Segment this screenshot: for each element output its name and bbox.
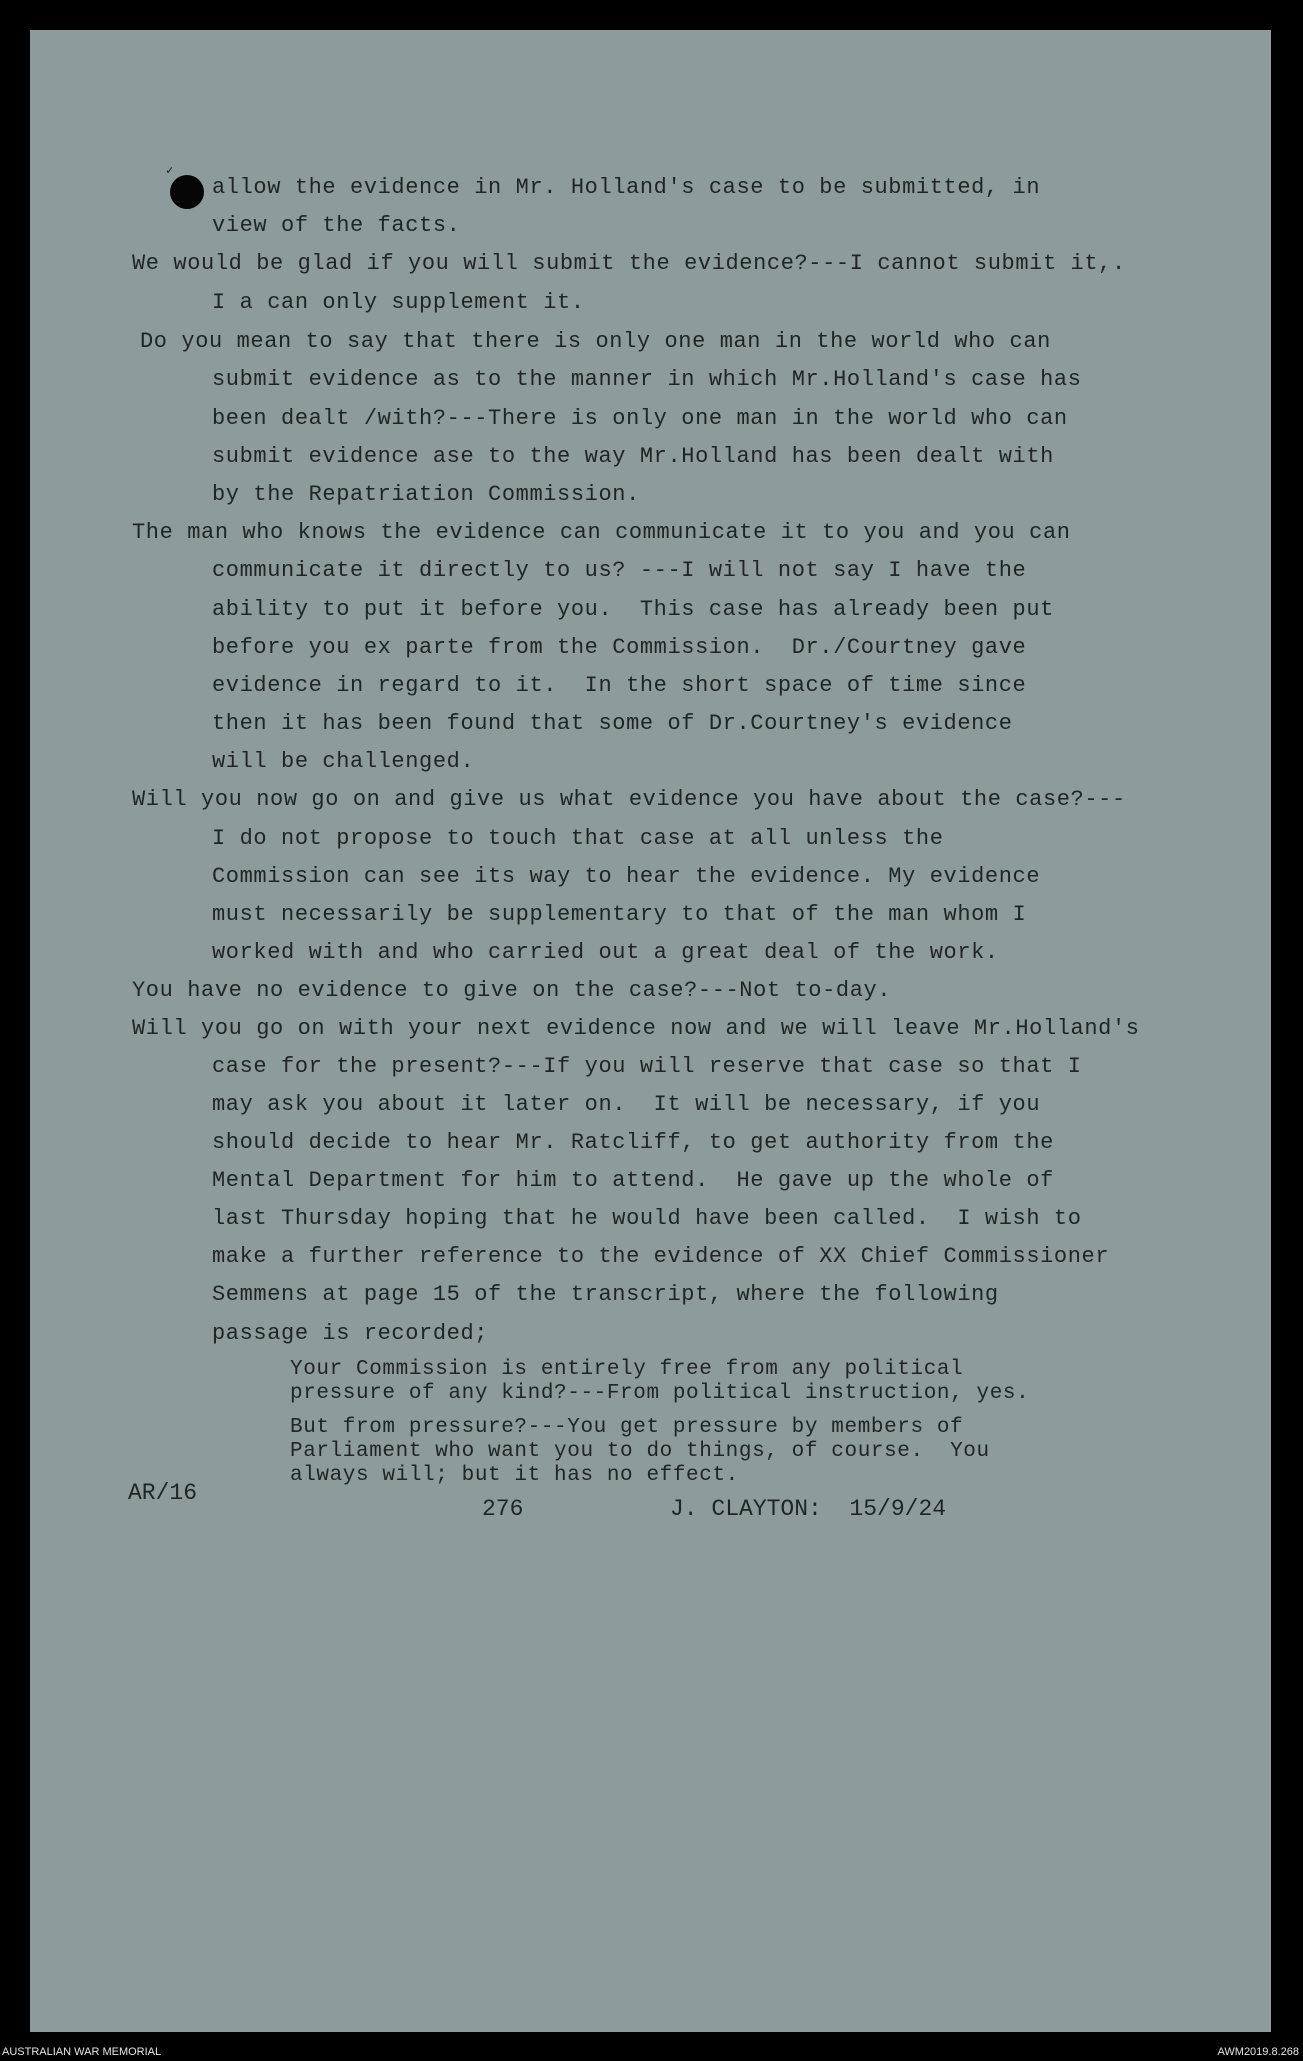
transcript-line: evidence in regard to it. In the short space of time since (212, 673, 1027, 698)
transcript-line: may ask you about it later on. It will be necessary, if you (212, 1092, 1041, 1117)
archive-credit-bar (0, 2044, 1303, 2061)
transcript-line: case for the present?---If you will reserve that case so that I (212, 1054, 1082, 1079)
document-page (30, 30, 1271, 2032)
transcript-line: communicate it directly to us? ---I will not say I have the (212, 558, 1027, 583)
transcript-line: Mental Department for him to attend. He gave up the whole of (212, 1168, 1054, 1193)
quote-line: But from pressure?---You get pressure by members of (290, 1416, 964, 1439)
transcript-line: submit evidence as to the manner in which Mr.Holland's case has (212, 367, 1082, 392)
transcript-line: Will you now go on and give us what evidence you have about the case?--- (132, 787, 1126, 812)
transcript-line: last Thursday hoping that he would have been called. I wish to (212, 1206, 1082, 1231)
file-reference: AR/16 (128, 1480, 198, 1506)
transcript-line: passage is recorded; (212, 1321, 489, 1346)
quote-line: pressure of any kind?---From political instruction, yes. (290, 1382, 1030, 1405)
transcript-line: The man who knows the evidence can communicate it to you and you can (132, 520, 1071, 545)
transcript-line: Commission can see its way to hear the evidence. My evidence (212, 864, 1041, 889)
transcript-line: Semmens at page 15 of the transcript, where the following (212, 1282, 999, 1307)
transcript-line: You have no evidence to give on the case?---Not to-day. (132, 978, 892, 1003)
transcript-line: submit evidence ase to the way Mr.Holland has been dealt with (212, 444, 1054, 469)
archive-item-id: AWM2019.8.268 (1217, 2046, 1299, 2058)
transcript-line: then it has been found that some of Dr.Courtney's evidence (212, 711, 1013, 736)
reporter-signature: J. CLAYTON: 15/9/24 (670, 1496, 947, 1522)
transcript-line: must necessarily be supplementary to that of the man whom I (212, 902, 1027, 927)
transcript-line: Will you go on with your next evidence now and we will leave Mr.Holland's (132, 1016, 1140, 1041)
transcript-line: view of the facts. (212, 213, 461, 238)
quote-line: always will; but it has no effect. (290, 1464, 739, 1487)
transcript-line: worked with and who carried out a great deal of the work. (212, 940, 999, 965)
transcript-line: by the Repatriation Commission. (212, 482, 640, 507)
quote-line: Parliament who want you to do things, of course. You (290, 1440, 990, 1463)
transcript-line: should decide to hear Mr. Ratcliff, to get authority from the (212, 1130, 1054, 1155)
transcript-line: will be challenged. (212, 749, 475, 774)
transcript-line: Do you mean to say that there is only one man in the world who can (140, 329, 1051, 354)
archive-credit: AUSTRALIAN WAR MEMORIAL (2, 2046, 162, 2058)
punch-hole-icon (170, 175, 204, 209)
transcript-line: allow the evidence in Mr. Holland's case to be submitted, in (212, 175, 1041, 200)
page-number: 276 (482, 1496, 524, 1522)
transcript-line: We would be glad if you will submit the evidence?---I cannot submit it,. (132, 251, 1126, 276)
transcript-line: been dealt /with?---There is only one man in the world who can (212, 406, 1068, 431)
transcript-line: I a can only supplement it. (212, 290, 585, 315)
quote-line: Your Commission is entirely free from any political (290, 1358, 964, 1381)
transcript-line: I do not propose to touch that case at all unless the (212, 826, 944, 851)
transcript-line: ability to put it before you. This case has already been put (212, 597, 1054, 622)
transcript-line: before you ex parte from the Commission. Dr./Courtney gave (212, 635, 1027, 660)
pencil-mark-icon: ✓ (166, 164, 174, 178)
transcript-line: make a further reference to the evidence of XX Chief Commissioner (212, 1244, 1110, 1269)
